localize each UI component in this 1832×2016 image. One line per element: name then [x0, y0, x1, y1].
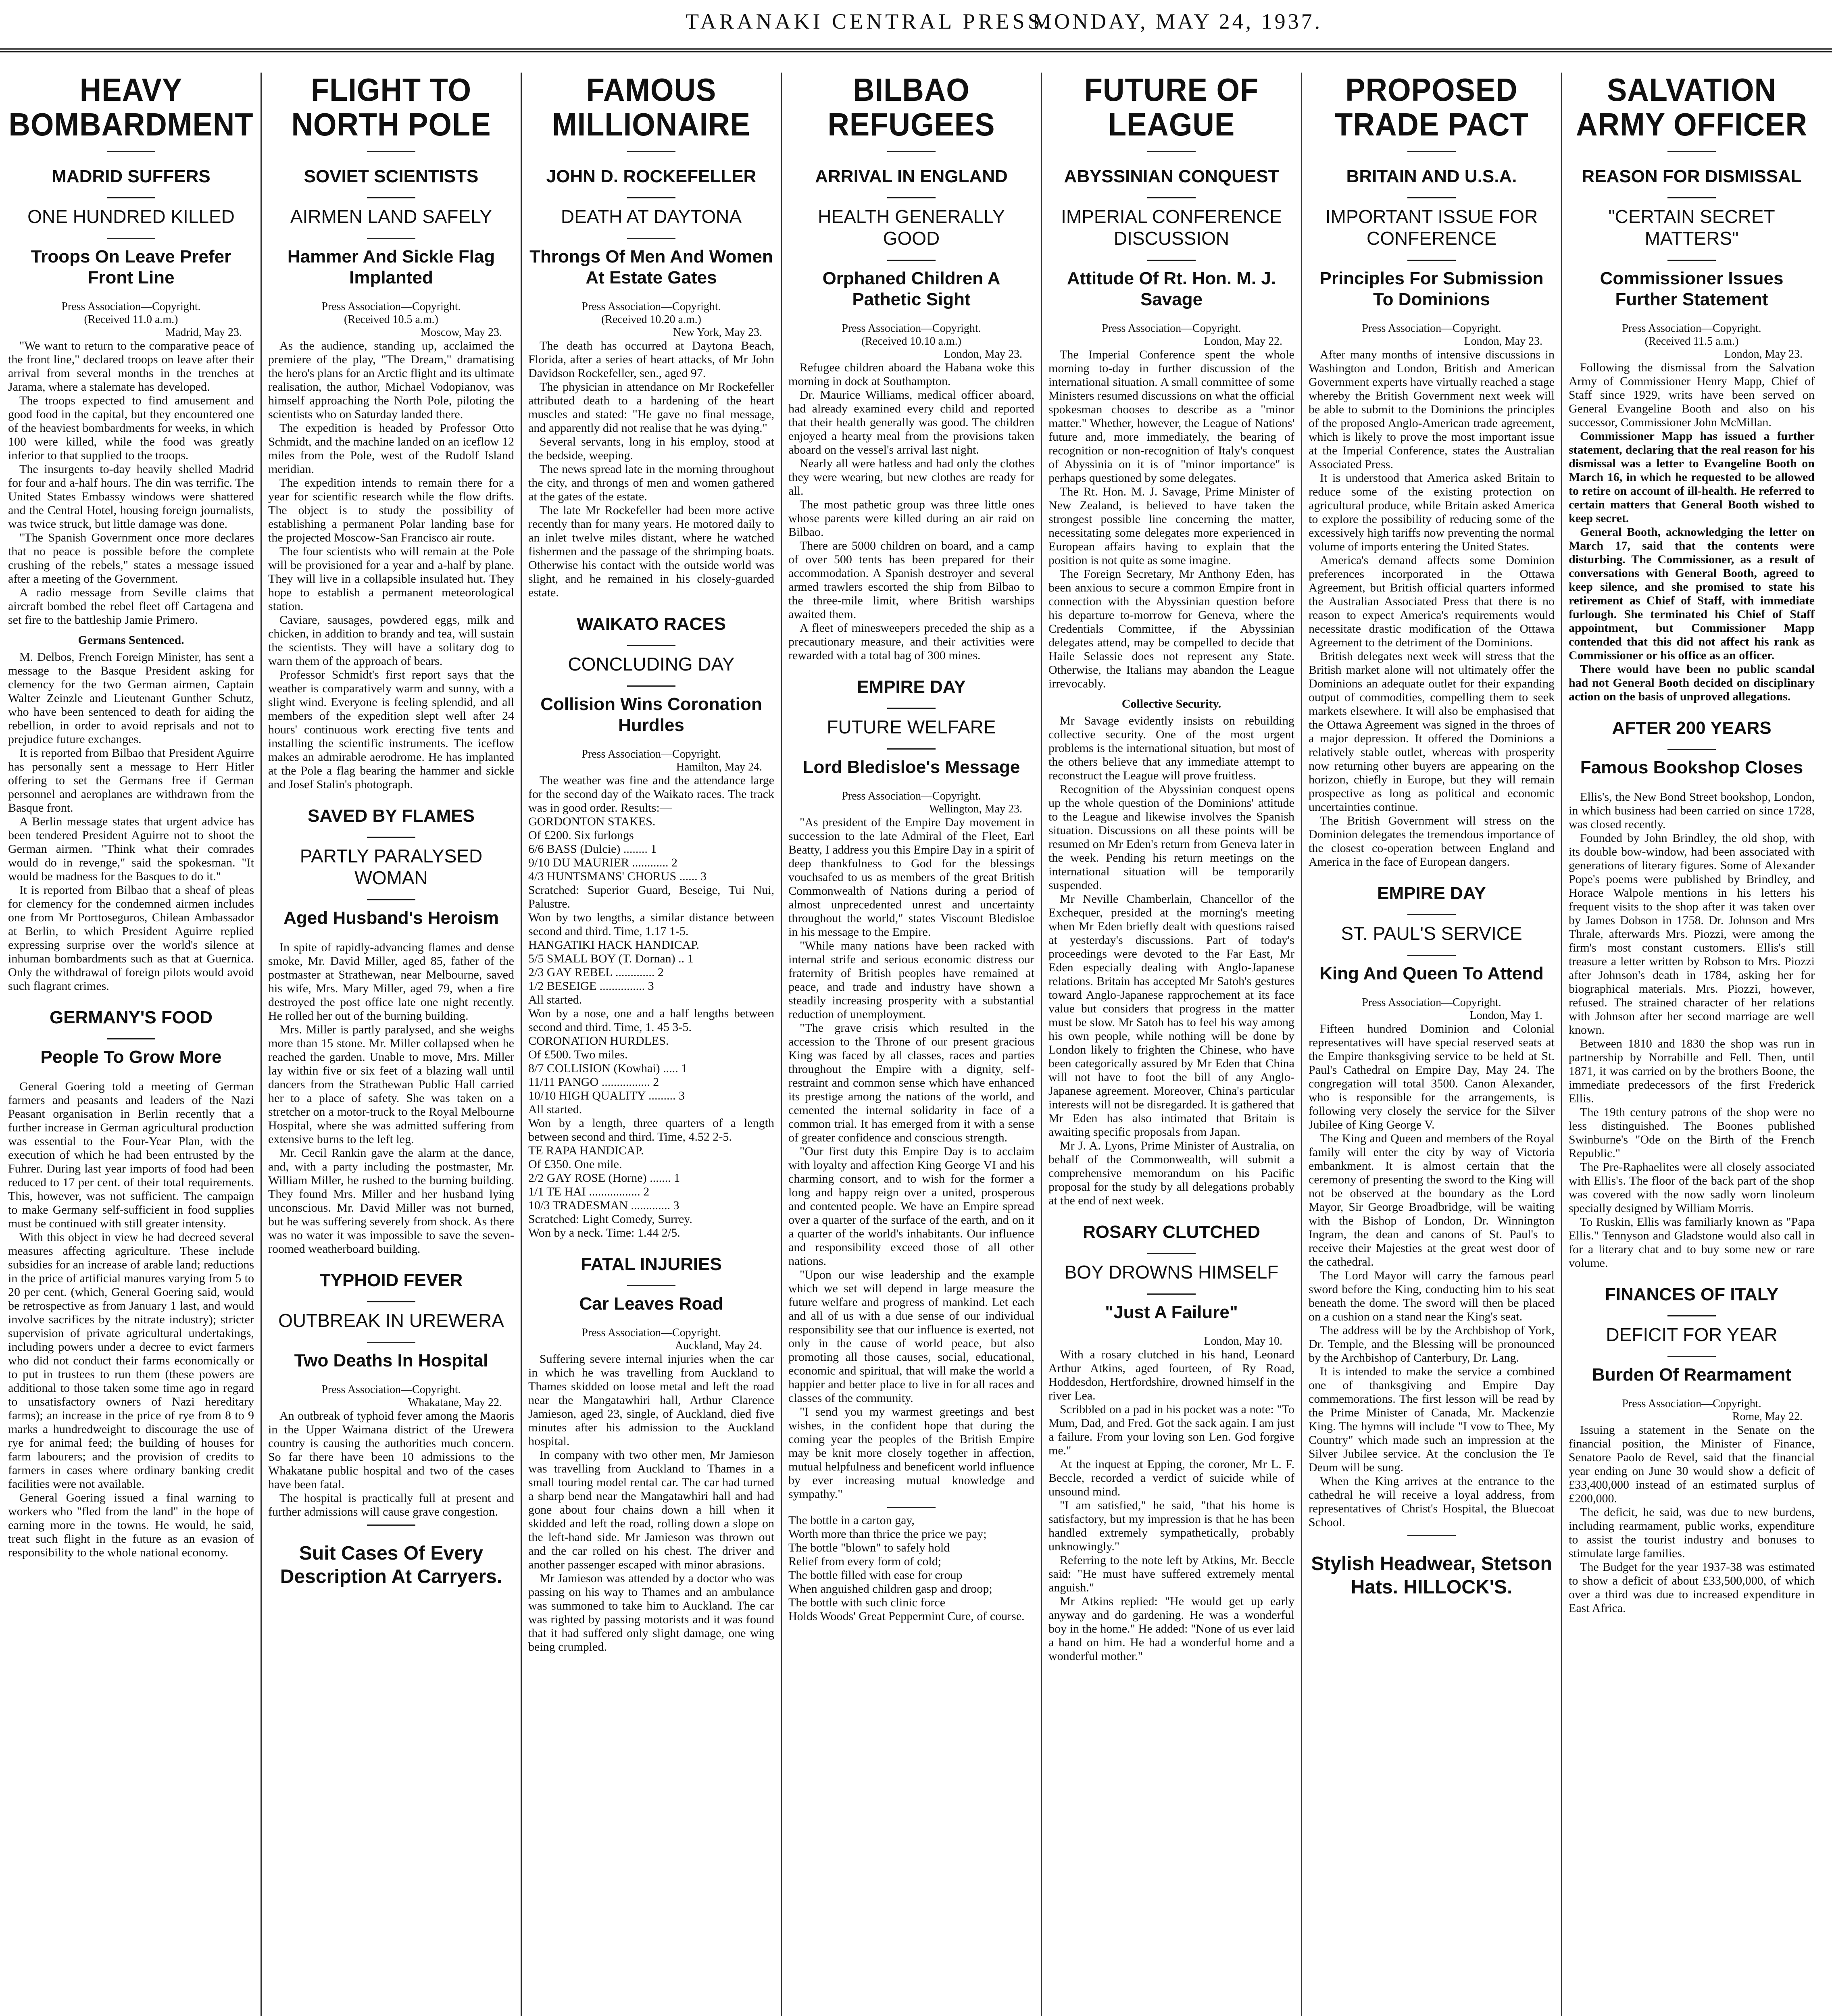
divider-rule	[1667, 151, 1716, 152]
paragraph: The news spread late in the morning throughout the city, and throngs of men and women gathered at the gates of the estate.	[528, 462, 774, 503]
story-deck: ST. PAUL'S SERVICE	[1341, 923, 1522, 944]
result-line: 4/3 HUNTSMANS' CHORUS ...... 3	[528, 870, 707, 883]
paragraph: To Ruskin, Ellis was familiarly known as "Papa Ellis." Tennyson and Gladstone would also call in for a literary chat and to buy some new or rare volume.	[1569, 1215, 1815, 1270]
result-line: 11/11 PANGO ................ 2	[528, 1075, 659, 1089]
paragraph: Following the dismissal from the Salvation Army of Commissioner Henry Mapp, Chief of Staff since 1929, writs have been served on General Evangeline Booth and also on his successor, Commissioner John McMillan.	[1569, 361, 1815, 429]
paragraph: Founded by John Brindley, the old shop, with its double bow-window, had been associated with generations of literary figures. Some of Alexander Pope's poems were published by Brindley, and Horace Walpole mentions in his letters his frequent visits to the shop after it was taken over by James Dobson in 1758. Dr. Johnson and Mrs Thrale, afterwards Mrs. Piozzi, were among the firm's most constant customers. Ellis's still treasure a letter written by Robson to Mrs. Piozzi after Johnson's death in 1784, asking her for biographical materials. Mrs. Piozzi, however, refused. The strained character of her relations with Johnson after her second marriage are well known.	[1569, 831, 1815, 1037]
divider-rule	[367, 1301, 415, 1302]
story-deck: IMPERIAL CONFERENCE DISCUSSION	[1061, 206, 1282, 249]
dateline: London, May 22.	[1204, 335, 1282, 348]
paragraph: Refugee children aboard the Habana woke this morning in dock at Southampton.	[788, 361, 1034, 388]
paragraph: The address will be by the Archbishop of York, Dr. Temple, and the Blessing will be pronounced by the Archbishop of Canterbury, Dr. Lang.	[1309, 1324, 1555, 1364]
masthead	[0, 0, 1832, 52]
divider-rule	[1667, 1315, 1716, 1316]
divider-rule	[1667, 749, 1716, 750]
dateline: New York, May 23.	[673, 326, 762, 339]
verse-line: The bottle "blown" to safely hold	[788, 1541, 950, 1554]
story-deck: Commissioner Issues Further Statement	[1600, 269, 1784, 309]
story-headline: HEAVY BOMBARDMENT	[8, 73, 254, 143]
story-deck: Troops On Leave Prefer Front Line	[31, 247, 231, 287]
result-line: Won by a neck. Time: 1.44 2/5.	[528, 1226, 680, 1239]
result-line: Won by two lengths, a similar distance between second and third. Time, 1.17 1-5.	[528, 911, 774, 938]
story-deck: ONE HUNDRED KILLED	[27, 206, 235, 227]
story-deck: Car Leaves Road	[579, 1294, 723, 1314]
divider-rule	[107, 197, 155, 198]
verse-line: Relief from every form of cold;	[788, 1555, 942, 1568]
divider-rule	[107, 151, 155, 152]
divider-rule	[887, 748, 936, 750]
paragraph: The Pre-Raphaelites were all closely associated with Ellis's. The floor of the back part of the shop was covered with the now sadly worn linoleum specially designed by William Morris.	[1569, 1160, 1815, 1215]
news-story	[1048, 1222, 1294, 1663]
news-columns	[8, 73, 1827, 2016]
paragraph: The insurgents to-day heavily shelled Madrid for four and a-half hours. The din was terrific. The United States Embassy windows were shattered and the Central Hotel, housing foreign journalists, was twice struck, but little damage was done.	[8, 462, 254, 531]
dateline: Madrid, May 23.	[165, 326, 242, 339]
story-headline: FAMOUS MILLIONAIRE	[552, 73, 750, 143]
story-deck: People To Grow More	[40, 1047, 222, 1067]
paragraph: The physician in attendance on Mr Rockefeller attributed death to a hardening of the heart muscles and stated: "He gave no final message, and apparently did not realise that he was dying."	[528, 380, 774, 435]
news-story	[528, 75, 774, 600]
received-time: (Received 10.10 a.m.)	[861, 335, 962, 348]
story-deck: Famous Bookshop Closes	[1580, 758, 1803, 777]
verse-line: Holds Woods' Great Peppermint Cure, of course.	[788, 1610, 1025, 1623]
story-deck: BRITAIN AND U.S.A.	[1346, 167, 1517, 186]
paragraph: The Imperial Conference spent the whole morning to-day in further discussion of the international situation. A small committee of some Ministers resumed discussions on what the official spokesman chooses to describe as a "minor matter." Whether, however, the League of Nations' future and, more immediately, the bearing of recognition or non-recognition of Italy's conquest of Abyssinia on it is of "minor importance" is perhaps questioned by some delegates.	[1048, 348, 1294, 485]
story-deck: "Just A Failure"	[1105, 1302, 1238, 1322]
news-column	[1569, 73, 1815, 2016]
news-column	[788, 73, 1034, 2016]
news-story	[528, 614, 774, 1240]
divider-rule	[627, 645, 675, 646]
divider-rule	[627, 238, 675, 239]
story-headline: BILBAO REFUGEES	[827, 73, 995, 143]
advert-verse	[788, 1507, 1034, 1623]
column-rule	[261, 73, 262, 2016]
dateline: London, May 23.	[944, 348, 1022, 360]
divider-rule	[367, 837, 415, 838]
news-story	[1569, 718, 1815, 1270]
news-story	[1569, 75, 1815, 704]
advertisement: Stylish Headwear, Stetson Hats. HILLOCK'S.	[1311, 1553, 1552, 1598]
story-headline: PROPOSED TRADE PACT	[1334, 73, 1529, 143]
story-deck: CONCLUDING DAY	[568, 654, 735, 675]
news-story	[1309, 883, 1555, 1599]
paragraph: The Rt. Hon. M. J. Savage, Prime Minister of New Zealand, is believed to have taken the strongest possible line concerning the matter, necessitating some delegates more experienced in European affairs having to explain that the position is not quite as some imagine.	[1048, 485, 1294, 567]
result-line: Of £200. Six furlongs	[528, 829, 634, 842]
divider-rule	[1407, 955, 1456, 956]
paragraph: America's demand affects some Dominion preferences incorporated in the Ottawa Agreement, but British official quarters informed the Australian Associated Press that there is no reason to expect America's requirements would necessitate drastic modification of the Ottawa Agreement to the detriment of the Dominions.	[1309, 554, 1555, 649]
story-deck: Attitude Of Rt. Hon. M. J. Savage	[1067, 269, 1276, 309]
divider-rule	[1147, 197, 1196, 198]
divider-rule	[1407, 1535, 1456, 1536]
story-deck: GERMANY'S FOOD	[49, 1008, 213, 1027]
dateline: Rome, May 22.	[1732, 1410, 1803, 1423]
result-line: HANGATIKI HACK HANDICAP.	[528, 938, 700, 952]
verse-line: The bottle in a carton gay,	[788, 1514, 915, 1527]
paragraph: "The grave crisis which resulted in the accession to the Throne of our present gracious King was faced by all classes, races and parties throughout the Empire with a dignity, self-restraint and common sense which have enhanced its prestige among the nations of the world, and cemented the internal solidarity in face of a common trial. It has emerged from it with a sense of greater confidence and conscious strength.	[788, 1021, 1034, 1144]
paragraph: The weather was fine and the attendance large for the second day of the Waikato races. The track was in good order. Results:—	[528, 774, 774, 814]
paragraph: With this object in view he had decreed several measures affecting agriculture. These include subsidies for an increase of arable land; reductions in the price of artificial manures varying from 5 to 20 per cent. (which, General Goering said, would be retrospective as from January 1 last, and would involve sacrifices by the nitrate industry); stricter supervision of private agricultural undertakings, including powers under a decree to evict farmers who did not conduct their farms economically or to put in trustees to run them (these powers are additional to those taken some time ago in regard to unsatisfactory owners of Nazi hereditary farms); an increase in the price of rye from 8 to 9 marks a hundredweight to discourage the use of rye for animal feed; the building of houses for farm labourers; and the provision of credits to farmers in cases where ordinary banking credit facilities were not available.	[8, 1231, 254, 1491]
paragraph: Scribbled on a pad in his pocket was a note: "To Mum, Dad, and Fred. Got the sack again. I am just a failure. From your loving son Len. God forgive me."	[1048, 1403, 1294, 1457]
news-column	[528, 73, 774, 2016]
story-deck: PARTLY PARALYSED WOMAN	[300, 846, 483, 888]
paragraph: When the King arrives at the entrance to the cathedral he will receive a loyal address, from representatives of Christ's Hospital, the Bluecoat School.	[1309, 1475, 1555, 1529]
story-deck: Two Deaths In Hospital	[294, 1351, 488, 1370]
result-line: All started.	[528, 1103, 582, 1116]
divider-rule	[1407, 260, 1456, 261]
column-rule	[781, 73, 782, 2016]
paragraph: M. Delbos, French Foreign Minister, has sent a message to the Basque President asking for clemency for the two German airmen, Captain Walter Zeinzle and Lieutenant Gunther Schutz, who have been sentenced to death for aiding the rebellion, in order to avoid reprisals and not to prejudice future exchanges.	[8, 650, 254, 746]
paragraph: After many months of intensive discussions in Washington and London, British and American Government experts have virtually reached a stage whereby the British Government next week will be able to submit to the Dominions the principles of the proposed Anglo-American trade agreement, which is likely to prove the most important issue at the Imperial Conference, states the Australian Associated Press.	[1309, 348, 1555, 471]
dateline: London, May 1.	[1469, 1009, 1542, 1022]
paragraph: The 19th century patrons of the shop were no less distinguished. The Boones published Swinburne's "Ode on the Birth of the French Republic."	[1569, 1106, 1815, 1160]
paragraph: The Foreign Secretary, Mr Anthony Eden, has been anxious to secure a common Empire front in connection with the Abyssinian question before his departure to-morrow for Geneva, where the Credentials Committee, if the Abyssinian delegates attend, may be compelled to decide that Haile Selassie does not represent any State. Otherwise, the Italians may abandon the League irrevocably.	[1048, 567, 1294, 690]
verse-line: Worth more than thrice the price we pay;	[788, 1527, 987, 1541]
result-line: All started.	[528, 993, 582, 1006]
news-column	[1309, 73, 1555, 2016]
result-line: 10/10 HIGH QUALITY ......... 3	[528, 1089, 685, 1102]
paragraph: There would have been no public scandal had not General Booth decided on disciplinary action on the basis of unproved allegations.	[1569, 662, 1815, 703]
story-deck: DEATH AT DAYTONA	[561, 206, 742, 227]
divider-rule	[1667, 197, 1716, 198]
story-headline: SALVATION ARMY OFFICER	[1576, 73, 1807, 143]
paragraph: It is reported from Bilbao that President Aguirre has personally sent a message to Herr Hitler offering to set the Germans free if German personnel and aeroplanes are withdrawn from the Basque front.	[8, 746, 254, 814]
paragraph: At the inquest at Epping, the coroner, Mr L. F. Beccle, recorded a verdict of suicide while of unsound mind.	[1048, 1458, 1294, 1498]
paragraph: British delegates next week will stress that the British market alone will not ultimately offer the Dominions an adequate outlet for their expanding output of commodities, compelling them to seek markets elsewhere. It will also be emphasised that the Ottawa Agreement was signed in the throes of a major depression. It offered the Dominions a relatively stable outlet, whereas with prosperity now returning other buyers are appearing on the horizon, chiefly in Europe, but they will remain prospective as long as political and economic uncertainties continue.	[1309, 650, 1555, 814]
story-deck: Collision Wins Coronation Hurdles	[540, 694, 762, 735]
press-credit: Press Association—Copyright.	[1622, 322, 1761, 335]
divider-rule	[887, 260, 936, 261]
dateline: London, May 10.	[1204, 1335, 1282, 1347]
paragraph: The four scientists who will remain at the Pole will be provisioned for a year and a-half by plane. They will live in a collapsible insulated hut. They hope to establish a permanent meteorological station.	[268, 545, 514, 613]
paragraph: Nearly all were hatless and had only the clothes they were wearing, but new clothes are ready for all.	[788, 457, 1034, 498]
dateline: Whakatane, May 22.	[408, 1396, 502, 1409]
news-story	[268, 75, 514, 791]
divider-rule	[107, 238, 155, 239]
result-line: 1/1 TE HAI ................. 2	[528, 1185, 650, 1198]
paragraph: A fleet of minesweepers preceded the ship as a precautionary measure, and their activities were rewarded with a total bag of 300 mines.	[788, 621, 1034, 662]
paragraph: It is understood that America asked Britain to reduce some of the existing protection on agricultural produce, while Britain asked America to explore the possibility of reducing some of the excessively high tariffs now preventing the normal volume of imports entering the United States.	[1309, 471, 1555, 553]
paragraph: With a rosary clutched in his hand, Leonard Arthur Atkins, aged fourteen, of Ry Road, Hoddesdon, Hertfordshire, drowned himself in the river Lea.	[1048, 1348, 1294, 1402]
story-deck: HEALTH GENERALLY GOOD	[818, 206, 1005, 249]
press-credit: Press Association—Copyright.	[61, 300, 201, 313]
divider-rule	[1147, 151, 1196, 152]
story-deck: King And Queen To Attend	[1319, 964, 1544, 983]
paragraph: In company with two other men, Mr Jamieson was travelling from Auckland to Thames in a small touring model rental car. The car had turned a sharp bend near the Mangatawhiri hall and had gone about four chains down a hill when it skidded and left the road, rolling down a slope on the left-hand side. Mr Jamieson was thrown out and the car rolled on his chest. The driver and another passenger escaped with minor abrasions.	[528, 1448, 774, 1571]
paragraph: Professor Schmidt's first report says that the weather is comparatively warm and sunny, with a slight wind. Everyone is feeling splendid, and all members of the expedition slept well after 24 hours' continuous work erecting five tents and installing the scientific instruments. The iceflow makes an admirable aerodrome. He has implanted at the Pole a flag bearing the hammer and sickle and Josef Stalin's photograph.	[268, 668, 514, 791]
press-credit: Press Association—Copyright.	[581, 748, 721, 760]
verse-line: The bottle with such clinic force	[788, 1596, 946, 1609]
divider-rule	[367, 238, 415, 239]
divider-rule	[1147, 260, 1196, 261]
news-story	[1309, 75, 1555, 869]
story-deck: ABYSSINIAN CONQUEST	[1064, 167, 1279, 186]
paragraph: It is intended to make the service a combined one of thanksgiving and Empire Day commemorations. The first lesson will be read by the Prime Minister of Canada, Mr. Mackenzie King. The hymns will include "I vow to Thee, My Country" which made such an impression at the Silver Jubilee service. At the conclusion the Te Deum will be sung.	[1309, 1365, 1555, 1474]
story-deck: Lord Bledisloe's Message	[802, 757, 1020, 777]
news-story	[268, 806, 514, 1256]
story-deck: Throngs Of Men And Women At Estate Gates	[529, 247, 773, 287]
paragraph: The most pathetic group was three little ones whose parents were killed during an air raid on Bilbao.	[788, 498, 1034, 539]
paragraph: General Goering issued a final warning to workers who "fled from the land" in the hope of earning more in the towns. He would, he said, treat such flight in the future as an evasion of responsibility to the whole national economy.	[8, 1491, 254, 1559]
paragraph: A radio message from Seville claims that aircraft bombed the rebel fleet off Cartagena and set fire to the battleship Jamie Primero.	[8, 586, 254, 627]
paragraph: The British Government will stress on the Dominion delegates the tremendous importance of the closest co-operation between England and America in the face of European dangers.	[1309, 814, 1555, 868]
column-rule	[1301, 73, 1302, 2016]
story-deck: BOY DROWNS HIMSELF	[1064, 1262, 1279, 1283]
news-story	[1048, 75, 1294, 1208]
story-deck: SOVIET SCIENTISTS	[304, 167, 479, 186]
paragraph: Issuing a statement in the Senate on the financial position, the Minister of Finance, Senatore Paolo de Revel, said that the financial year ending on June 30 would show a deficit of £33,400,000 instead of an estimated surplus of £200,000.	[1569, 1423, 1815, 1505]
story-deck: Hammer And Sickle Flag Implanted	[287, 247, 495, 287]
news-story	[528, 1254, 774, 1654]
divider-rule	[887, 708, 936, 709]
news-column	[1048, 73, 1294, 2016]
story-deck: Orphaned Children A Pathetic Sight	[822, 269, 1000, 309]
result-line: CORONATION HURDLES.	[528, 1034, 669, 1048]
paragraph: Ellis's, the New Bond Street bookshop, London, in which business had been carried on since 1728, was closed recently.	[1569, 790, 1815, 831]
news-story	[788, 677, 1034, 1623]
paragraph: "As president of the Empire Day movement in succession to the late Admiral of the Fleet, Earl Beatty, I address you this Empire Day in a spirit of deep thankfulness to God for the blessings vouchsafed to us as members of the great British Commonwealth of Nations during a period of almost unprecedented unrest and uncertainty throughout the world," states Viscount Bledisloe in his message to the Empire.	[788, 816, 1034, 939]
story-deck: FUTURE WELFARE	[827, 716, 996, 737]
paragraph: Fifteen hundred Dominion and Colonial representatives will have special reserved seats at the Empire thanksgiving service to be held at St. Paul's Cathedral on Empire Day, May 24. The congregation will total 3500. Canon Alexander, who is responsible for the arrangements, is following very closely the service for the Silver Jubilee of King George V.	[1309, 1022, 1555, 1131]
news-column	[268, 73, 514, 2016]
divider-rule	[1407, 151, 1456, 152]
dateline: Wellington, May 23.	[929, 803, 1022, 815]
paragraph: "We want to return to the comparative peace of the front line," declared troops on leave after their arrival from several months in the trenches at Jarama, where a stalemate has developed.	[8, 339, 254, 394]
paragraph: The death has occurred at Daytona Beach, Florida, after a series of heart attacks, of Mr John Davidson Rockefeller, sen., aged 97.	[528, 339, 774, 380]
result-line: TE RAPA HANDICAP.	[528, 1144, 644, 1157]
divider-rule	[1147, 1253, 1196, 1254]
result-line: 5/5 SMALL BOY (T. Dornan) .. 1	[528, 952, 694, 965]
divider-rule	[1667, 1356, 1716, 1357]
verse-line: The bottle filled with ease for croup	[788, 1568, 963, 1582]
divider-rule	[107, 1038, 155, 1039]
news-story	[1569, 1285, 1815, 1615]
press-credit: Press Association—Copyright.	[581, 300, 721, 313]
verse-line: When anguished children gasp and droop;	[788, 1582, 992, 1595]
result-line: Won by a nose, one and a half lengths between second and third. Time, 1. 45 3-5.	[528, 1007, 774, 1034]
news-story	[8, 1008, 254, 1560]
story-deck: DEFICIT FOR YEAR	[1606, 1324, 1778, 1345]
divider-rule	[367, 899, 415, 900]
result-line: 1/2 BESEIGE ............... 3	[528, 979, 654, 993]
paragraph: Mr J. A. Lyons, Prime Minister of Australia, on behalf of the Commonwealth, will submit a comprehensive memorandum on his Pacific proposal for the study by all delegations probably at the end of next week.	[1048, 1139, 1294, 1207]
result-line: 10/3 TRADESMAN ............. 3	[528, 1199, 679, 1212]
paragraph: Mr Jamieson was attended by a doctor who was passing on his way to Thames and an ambulance was summoned to take him to Auckland. The car was righted by passing motorists and it was found that it had suffered only slight damage, one wing being crumpled.	[528, 1572, 774, 1654]
paragraph: The troops expected to find amusement and good food in the capital, but they encountered one of the heaviest bombardments for weeks, in which 100 were killed, while the food was greatly inferior to that supplied to the troops.	[8, 394, 254, 462]
paragraph: The King and Queen and members of the Royal family will enter the city by way of Victoria embankment. It is almost certain that the ceremony of presenting the sword to the King will not be observed at the boundary as the Lord Mayor, Sir George Broadbridge, will be waiting with the Bishop of London, Dr. Winnington Ingram, the dean and canons of St. Paul's to receive their Majesties at the great west door of the cathedral.	[1309, 1132, 1555, 1268]
result-line: 9/10 DU MAURIER ............ 2	[528, 856, 678, 869]
paragraph: "I send you my warmest greetings and best wishes, in the confident hope that during the coming year the peoples of the British Empire may be knit more closely together in affection, mutual helpfulness and beneficent world influence by ever increasing mutual knowledge and sympathy."	[788, 1405, 1034, 1501]
paragraph: Mr Savage evidently insists on rebuilding collective security. One of the most urgent problems is the international situation, but most of the others believe that any immediate attempt to reconstruct the League will prove fruitless.	[1048, 714, 1294, 782]
press-credit: Press Association—Copyright.	[842, 322, 981, 335]
paragraph: The Budget for the year 1937-38 was estimated to show a deficit of about £33,500,000, of which over a third was due to increased expenditure in East Africa.	[1569, 1560, 1815, 1615]
paragraph: The hospital is practically full at present and further admissions will cause grave congestion.	[268, 1491, 514, 1518]
dateline: London, May 23.	[1724, 348, 1803, 360]
result-line: Of £500. Two miles.	[528, 1048, 628, 1061]
paragraph: "Upon our wise leadership and the example which we set will depend in large measure the future welfare and progress of mankind. Let each and all of us with a due sense of our individual responsibility see that our influence is exerted, not only in the cause of world peace, but also promoting all those causes, social, educational, economic and spiritual, that will make the world a happier and better place to live in for all races and classes of the community.	[788, 1268, 1034, 1405]
divider-rule	[1147, 1293, 1196, 1295]
paragraph: There are 5000 children on board, and a camp of over 500 tents has been prepared for their accommodation. A Spanish destroyer and several armed trawlers escorted the ship from Bilbao to the three-mile limit, where British warships awaited them.	[788, 539, 1034, 621]
story-deck: EMPIRE DAY	[1377, 883, 1486, 903]
divider-rule	[367, 1342, 415, 1343]
news-story	[788, 75, 1034, 662]
story-deck: ROSARY CLUTCHED	[1082, 1222, 1261, 1242]
story-deck: Aged Husband's Heroism	[283, 908, 499, 928]
paragraph: An outbreak of typhoid fever among the Maoris in the Upper Waimana district of the Urewera country is causing the authorities much concern. So far there have been 10 admissions to the Whakatane public hospital and two of the cases have been fatal.	[268, 1409, 514, 1491]
divider-rule	[627, 197, 675, 198]
story-deck: FATAL INJURIES	[581, 1254, 722, 1274]
divider-rule	[367, 151, 415, 152]
paragraph: General Goering told a meeting of German farmers and peasants and leaders of the Nazi Peasant organisation in Berlin recently that a further increase in German agricultural production was essential to the Four-Year Plan, with the execution of which he had been entrusted by the Fuhrer. During last year imports of food had been reduced to 17 per cent. of their total requirements. This, however, was not sufficient. The campaign to make Germany self-sufficient in food supplies must be continued with still greater intensity.	[8, 1080, 254, 1230]
story-deck: AFTER 200 YEARS	[1612, 718, 1772, 738]
result-line: Scratched: Superior Guard, Beseige, Tui Nui, Palustre.	[528, 883, 774, 910]
paragraph: Recognition of the Abyssinian conquest opens up the whole question of the Dominions' attitude to the League and likewise involves the Spanish situation. Discussions on all these points will be resumed on Mr Eden's return from Geneva later in the week. Pending his return meetings on the international situation will be temporarily suspended.	[1048, 783, 1294, 892]
news-story	[268, 1270, 514, 1589]
column-rule	[1041, 73, 1042, 2016]
subhead: Collective Security.	[1121, 697, 1221, 710]
paragraph: Mrs. Miller is partly paralysed, and she weighs more than 15 stone. Mr. Miller collapsed when he reached the garden. Unable to move, Mrs. Miller lay within five or six feet of a blazing wall until dancers from the Strathewan Public Hall carried her to a place of safety. She was taken on a stretcher on a motor-truck to the Royal Melbourne Hospital, where she was admitted suffering from extensive burns to the left leg.	[268, 1023, 514, 1146]
result-line: 2/3 GAY REBEL ............. 2	[528, 966, 664, 979]
advertisement: Suit Cases Of Every Description At Carryers.	[280, 1543, 502, 1587]
subhead: Germans Sentenced.	[78, 633, 184, 647]
story-deck: ARRIVAL IN ENGLAND	[815, 167, 1008, 186]
story-deck: MADRID SUFFERS	[52, 167, 211, 186]
press-credit: Press Association—Copyright.	[1102, 322, 1241, 335]
paragraph: "Our first duty this Empire Day is to acclaim with loyalty and affection King George VI and his charming consort, and to wish for the former a long and happy reign over a united, prosperous and contented people. We have an Empire spread over a quarter of the surface of the earth, and on it a quarter of the world's inhabitants. Our influence and responsibility exceed those of all other nations.	[788, 1145, 1034, 1268]
issue-date: MONDAY, MAY 24, 1937.	[1032, 9, 1323, 33]
received-time: (Received 10.5 a.m.)	[344, 313, 439, 326]
paragraph: Commissioner Mapp has issued a further statement, declaring that the real reason for his dismissal was a letter to Evangeline Booth on March 16, in which he requested to be allowed to retire on account of ill-health. He referred to certain matters that General Booth wished to keep secret.	[1569, 429, 1815, 525]
press-credit: Press Association—Copyright.	[1362, 322, 1501, 335]
story-deck: WAIKATO RACES	[577, 614, 726, 634]
dateline: London, May 23.	[1464, 335, 1542, 348]
paragraph: Mr. Cecil Rankin gave the alarm at the dance, and, with a party including the postmaster, Mr. William Miller, he rushed to the burning building. They found Mrs. Miller and her husband lying unconscious. Mr. David Miller was not burned, but he was suffering severely from shock. As there was no water it was impossible to save the seven-roomed weatherboard building.	[268, 1146, 514, 1256]
story-headline: FLIGHT TO NORTH POLE	[291, 73, 491, 143]
newspaper-name: TARANAKI CENTRAL PRESS.	[686, 9, 1052, 33]
paragraph: The expedition intends to remain there for a year for scientific research while the flow drifts. The object is to study the possibility of establishing a permanent Polar landing base for the projected Moscow-San Francisco air route.	[268, 476, 514, 544]
story-deck: TYPHOID FEVER	[319, 1270, 463, 1290]
paragraph: "While many nations have been racked with internal strife and serious economic distress our fraternity of British peoples have remained at peace, and trade and industry have shown a steadily increasing prosperity with a substantial reduction of unemployment.	[788, 939, 1034, 1021]
paragraph: The expedition is headed by Professor Otto Schmidt, and the machine landed on an iceflow 12 miles from the Pole, west of the Rudolf Island meridian.	[268, 421, 514, 476]
news-story	[8, 75, 254, 993]
divider-rule	[1667, 260, 1716, 261]
paragraph: As the audience, standing up, acclaimed the premiere of the play, "The Dream," dramatising the hero's plans for an Arctic flight and its ultimate realisation, the author, Michael Vodopianov, was himself approaching the North Pole, piloting the scientists who on Saturday landed there.	[268, 339, 514, 421]
race-results	[528, 815, 774, 1240]
divider-rule	[367, 197, 415, 198]
paragraph: "The Spanish Government once more declares that no peace is possible before the complete crushing of the rebels," states a message issued after a meeting of the Government.	[8, 531, 254, 585]
paragraph: "I am satisfied," he said, "that his home is satisfactory, but my impression is that he has been handled extremely sympathetically, probably unknowingly."	[1048, 1499, 1294, 1553]
paragraph: Dr. Maurice Williams, medical officer aboard, had already examined every child and reported that their health generally was good. The children enjoyed a hearty meal from the provisions taken aboard on the vessel's arrival last night.	[788, 388, 1034, 456]
received-time: (Received 11.5 a.m.)	[1644, 335, 1739, 348]
divider-rule	[1407, 197, 1456, 198]
received-time: (Received 11.0 a.m.)	[84, 313, 178, 326]
press-credit: Press Association—Copyright.	[1622, 1397, 1761, 1410]
paragraph: Mr Neville Chamberlain, Chancellor of the Exchequer, presided at the morning's meeting when Mr Eden briefly dealt with questions raised at yesterday's discussions. Part of today's proceedings were devoted to the Far East, Mr Eden especially dealing with Anglo-Japanese relations. Britain has accepted Mr Satoh's gestures toward Anglo-Japanese rapprochement at its face value but considers that progress in the matter must be slow. Mr Satoh has to feel his way among his own people, while nothing will be done by London likely to frighten the Chinese, who have been categorically assured by Mr Eden that China will not have to foot the bill of any Anglo-Japanese agreement. Moreover, China's particular interests will not be disregarded. It is gathered that Mr Eden has also intimated that Britain is awaiting specific proposals from Japan.	[1048, 892, 1294, 1139]
press-credit: Press Association—Copyright.	[321, 300, 461, 313]
result-line: 2/2 GAY ROSE (Horne) ....... 1	[528, 1171, 680, 1185]
story-headline: FUTURE OF LEAGUE	[1084, 73, 1259, 143]
paragraph: Several servants, long in his employ, stood at the bedside, weeping.	[528, 435, 774, 462]
result-line: Of £350. One mile.	[528, 1158, 622, 1171]
result-line: 6/6 BASS (Dulcie) ........ 1	[528, 842, 657, 856]
dateline: Auckland, May 24.	[675, 1339, 762, 1352]
divider-rule	[887, 1507, 936, 1508]
paragraph: A Berlin message states that urgent advice has been tendered President Aguirre not to shoot the German airmen. "Think what their comrades would do in revenge," said the spokesman. "It would be madness for the Basques to do it."	[8, 815, 254, 883]
result-line: Scratched: Light Comedy, Surrey.	[528, 1212, 692, 1226]
story-deck: AIRMEN LAND SAFELY	[290, 206, 492, 227]
result-line: GORDONTON STAKES.	[528, 815, 656, 828]
paragraph: The late Mr Rockefeller had been more active recently than for many years. He motored daily to an inlet twelve miles distant, where he watched fishermen and the passage of the shrimping boats. Otherwise his contact with the outside world was slight, and he remained in his closely-guarded estate.	[528, 504, 774, 599]
press-credit: Press Association—Copyright.	[581, 1327, 721, 1339]
paragraph: Suffering severe internal injuries when the car in which he was travelling from Auckland to Thames skidded on loose metal and left the road near the Mangatawhiri hall, Arthur Clarence Jamieson, aged 23, single, of Auckland, died five minutes after his admission to the Auckland hospital.	[528, 1352, 774, 1448]
result-line: 8/7 COLLISION (Kowhai) ..... 1	[528, 1062, 688, 1075]
story-deck: JOHN D. ROCKEFELLER	[546, 167, 757, 186]
press-credit: Press Association—Copyright.	[1362, 996, 1501, 1009]
column-rule	[521, 73, 522, 2016]
dateline: Hamilton, May 24.	[676, 761, 762, 773]
divider-rule	[627, 1285, 675, 1286]
divider-rule	[627, 685, 675, 687]
story-deck: OUTBREAK IN UREWERA	[278, 1310, 504, 1331]
divider-rule	[627, 151, 675, 152]
paragraph: Mr Atkins replied: "He would get up early anyway and do gardening. He was a wonderful boy in the home." He added: "None of us ever laid a hand on him. He had a wonderful home and a wonderful mother."	[1048, 1595, 1294, 1663]
story-deck: Principles For Submission To Dominions	[1319, 269, 1544, 309]
column-rule	[1561, 73, 1562, 2016]
result-line: Won by a length, three quarters of a length between second and third. Time, 4.52 2-5.	[528, 1116, 774, 1143]
story-deck: IMPORTANT ISSUE FOR CONFERENCE	[1325, 206, 1538, 249]
paragraph: Between 1810 and 1830 the shop was run in partnership by Norrabille and Fell. Then, until 1871, it was carried on by the brothers Boone, the immediate predecessors of the first Frederick Ellis.	[1569, 1037, 1815, 1105]
paragraph: General Booth, acknowledging the letter on March 17, said that the contents were disturbing. The Commissioner, as a result of conversations with General Booth, agreed to keep silence, and she promised to state his retirement as Chief of Staff, with immediate furlough. She terminated his Chief of Staff appointment, but Commissioner Mapp contended that this did not affect his rank as Commissioner or his office as an officer.	[1569, 525, 1815, 662]
story-deck: EMPIRE DAY	[857, 677, 966, 697]
paragraph: In spite of rapidly-advancing flames and dense smoke, Mr. David Miller, aged 85, father of the postmaster at Strathewan, near Melbourne, saved his wife, Mrs. Mary Miller, aged 79, when a fire destroyed the post office late one night recently. He rolled her out of the burning building.	[268, 941, 514, 1023]
received-time: (Received 10.20 a.m.)	[601, 313, 702, 326]
paragraph: The Lord Mayor will carry the famous pearl sword before the King, conducting him to his seat beneath the dome. The sword will then be placed on a cushion on a stand near the King's seat.	[1309, 1269, 1555, 1323]
press-credit: Press Association—Copyright.	[842, 790, 981, 802]
divider-rule	[887, 197, 936, 198]
paragraph: It is reported from Bilbao that a sheaf of pleas for clemency for the condemned airmen includes one from Mr Porttoseguros, Chilean Ambassador at Berlin, to which President Aguirre replied expressing surprise over the world's silence at inhuman bombardments such as that at Guernica. Only the withdrawal of foreign pilots would avoid such flagrant crimes.	[8, 883, 254, 993]
paragraph: Referring to the note left by Atkins, Mr. Beccle said: "He must have suffered extremely mental anguish."	[1048, 1554, 1294, 1594]
news-column	[8, 73, 254, 2016]
story-deck: SAVED BY FLAMES	[308, 806, 475, 826]
dateline: Moscow, May 23.	[421, 326, 502, 339]
paragraph: Caviare, sausages, powdered eggs, milk and chicken, in addition to brandy and tea, will sustain the scientists. They will have a solitary dog to warn them of the approach of bears.	[268, 613, 514, 668]
divider-rule	[887, 151, 936, 152]
story-deck: FINANCES OF ITALY	[1605, 1285, 1779, 1304]
story-deck: "CERTAIN SECRET MATTERS"	[1608, 206, 1775, 249]
press-credit: Press Association—Copyright.	[321, 1383, 461, 1396]
story-deck: Burden Of Rearmament	[1592, 1365, 1791, 1385]
story-deck: REASON FOR DISMISSAL	[1582, 167, 1802, 186]
divider-rule	[1407, 914, 1456, 915]
divider-rule	[367, 1524, 415, 1526]
paragraph: The deficit, he said, was due to new burdens, including rearmament, public works, expenditure to assist the tourist industry and bonuses to stimulate large families.	[1569, 1506, 1815, 1560]
